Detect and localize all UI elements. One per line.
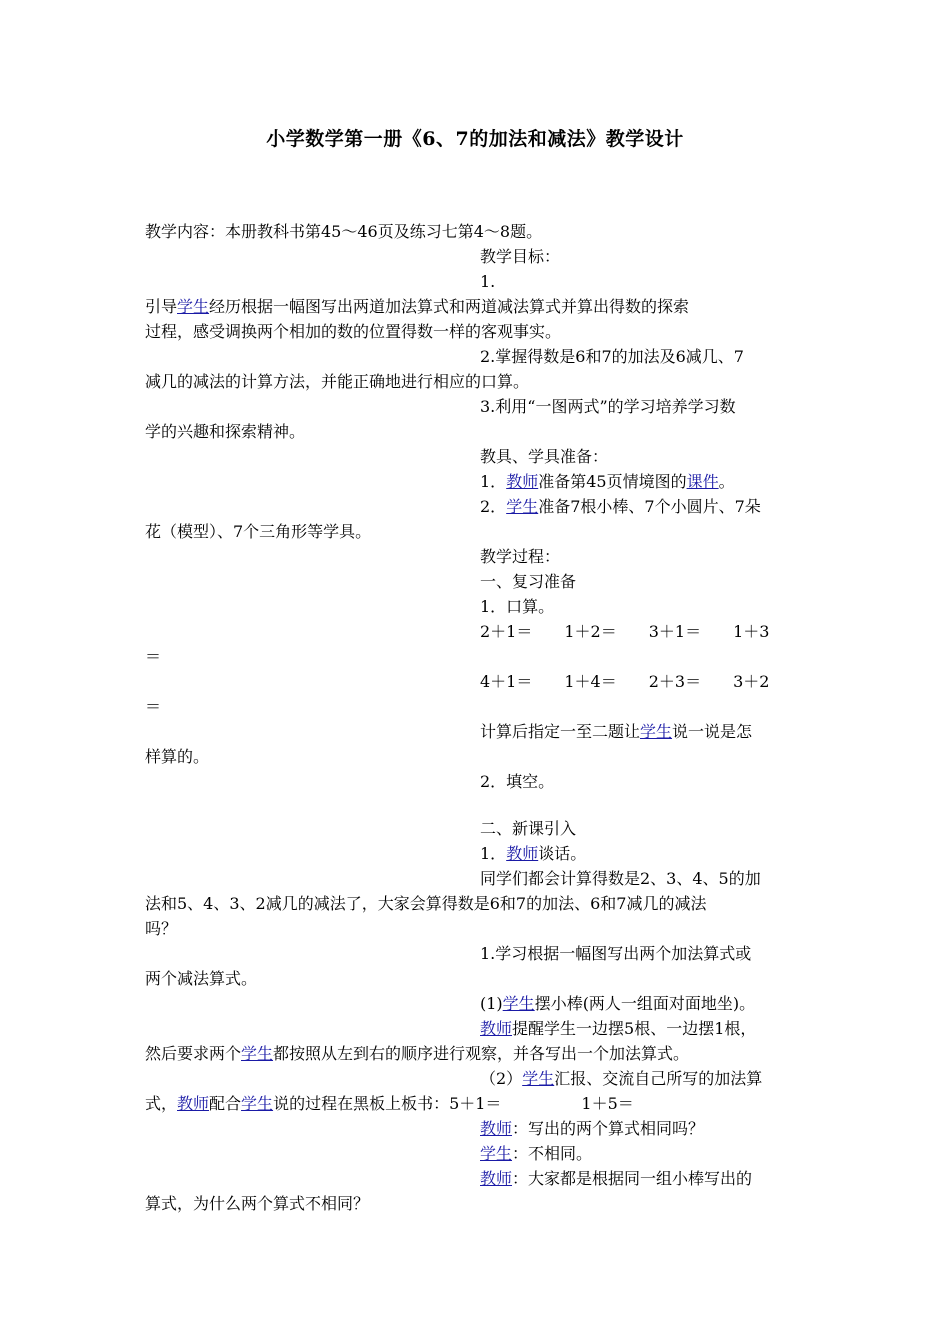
document-title: 小学数学第一册《6、7的加法和减法》教学设计 — [266, 128, 684, 150]
text-run: 配合 — [209, 1094, 242, 1113]
text-line — [480, 721, 752, 743]
text-line — [480, 496, 761, 518]
text-run: 计算后指定一至二题让 — [480, 722, 641, 741]
text-run: 两个减法算式。 — [145, 969, 258, 988]
text-line — [480, 346, 744, 368]
text-run: 同学们都会计算得数是2、3、4、5的加 — [480, 869, 761, 888]
text-run: 1．口算。 — [480, 597, 555, 616]
text-run: 汇报、交流自己所写的加法算 — [554, 1069, 763, 1088]
text-line — [480, 446, 608, 468]
text-run: 2.掌握得数是6和7的加法及6减几、7 — [480, 347, 744, 366]
text-run: 准备7根小棒、7个小圆片、7朵 — [538, 497, 761, 516]
text-line — [480, 818, 576, 840]
text-run: ＝ — [145, 697, 162, 716]
text-line — [480, 571, 576, 593]
text-run: ：大家都是根据同一组小棒写出的 — [512, 1169, 753, 1188]
keyword-link[interactable]: 学生 — [502, 994, 535, 1013]
text-line — [145, 696, 161, 718]
text-line — [480, 396, 736, 418]
text-line — [480, 671, 769, 693]
text-run: 准备第45页情境图的 — [538, 472, 687, 491]
text-run: 1. — [480, 272, 496, 291]
text-line — [145, 421, 305, 443]
keyword-link[interactable]: 教师 — [480, 1119, 513, 1138]
text-run: 式， — [145, 1094, 178, 1113]
text-run: 2＋1＝ 1＋2＝ 3＋1＝ 1＋3 — [480, 622, 770, 641]
keyword-link[interactable]: 学生 — [522, 1069, 555, 1088]
text-line — [480, 1118, 704, 1140]
text-line — [480, 1068, 762, 1090]
text-line — [480, 943, 751, 965]
keyword-link[interactable]: 课件 — [686, 472, 719, 491]
text-line — [145, 296, 689, 318]
text-run: ＝ — [145, 647, 162, 666]
keyword-link[interactable]: 学生 — [640, 722, 673, 741]
text-run: 经历根据一幅图写出两道加法算式和两道减法算式并算出得数的探索 — [209, 297, 690, 316]
keyword-link[interactable]: 学生 — [241, 1094, 274, 1113]
text-run: 说的过程在黑板上板书：5＋1＝ 1＋5＝ — [273, 1094, 634, 1113]
text-run: (1) — [480, 994, 503, 1013]
text-run: 1． — [480, 472, 507, 491]
text-run: 然后要求两个 — [145, 1044, 242, 1063]
text-run: 吗？ — [145, 919, 178, 938]
text-line — [145, 918, 177, 940]
text-line — [480, 621, 769, 643]
keyword-link[interactable]: 教师 — [177, 1094, 210, 1113]
text-run: 2． — [480, 497, 507, 516]
text-run: 算式，为什么两个算式不相同？ — [145, 1194, 370, 1213]
text-run: 样算的。 — [145, 747, 210, 766]
text-line — [145, 646, 161, 668]
text-line — [480, 471, 735, 493]
text-line — [145, 1193, 369, 1215]
text-run: 教学过程： — [480, 547, 561, 566]
text-line — [145, 746, 209, 768]
text-line — [145, 968, 257, 990]
keyword-link[interactable]: 学生 — [506, 497, 539, 516]
keyword-link[interactable]: 学生 — [177, 297, 210, 316]
text-line — [480, 246, 560, 268]
text-run: 1.学习根据一幅图写出两个加法算式或 — [480, 944, 752, 963]
text-run: 花（模型）、7个三角形等学具。 — [145, 522, 372, 541]
text-run: 减几的减法的计算方法，并能正确地进行相应的口算。 — [145, 372, 530, 391]
text-line — [480, 1168, 752, 1190]
keyword-link[interactable]: 教师 — [480, 1019, 513, 1038]
text-run: 引导 — [145, 297, 178, 316]
text-run: 过程，感受调换两个相加的数的位置得数一样的客观事实。 — [145, 322, 562, 341]
text-line — [480, 1143, 592, 1165]
text-line — [480, 993, 755, 1015]
text-line — [145, 521, 371, 543]
text-run: 都按照从左到右的顺序进行观察，并各写出一个加法算式。 — [273, 1044, 690, 1063]
text-line — [145, 371, 529, 393]
text-run: 提醒学生一边摆5根、一边摆1根， — [512, 1019, 757, 1038]
text-run: 1． — [480, 844, 507, 863]
text-line — [480, 843, 586, 865]
text-run: 教学目标： — [480, 247, 561, 266]
text-run: 学的兴趣和探索精神。 — [145, 422, 306, 441]
text-run: （2） — [480, 1069, 523, 1088]
text-line — [480, 546, 560, 568]
text-run: 。 — [718, 472, 735, 491]
keyword-link[interactable]: 教师 — [506, 472, 539, 491]
text-run: 一、复习准备 — [480, 572, 577, 591]
text-line — [145, 321, 561, 343]
text-run: 谈话。 — [538, 844, 587, 863]
text-line — [145, 1093, 634, 1115]
text-line — [145, 893, 706, 915]
text-run: 2．填空。 — [480, 772, 555, 791]
text-run: 教具、学具准备： — [480, 447, 609, 466]
keyword-link[interactable]: 教师 — [506, 844, 539, 863]
text-run: ：写出的两个算式相同吗？ — [512, 1119, 705, 1138]
text-run: 法和5、4、3、2减几的减法了，大家会算得数是6和7的加法、6和7减几的减法 — [145, 894, 707, 913]
text-line — [145, 1043, 689, 1065]
text-line — [145, 221, 542, 243]
text-run: 二、新课引入 — [480, 819, 577, 838]
text-run: 摆小棒(两人一组面对面地坐)。 — [534, 994, 756, 1013]
text-line — [480, 596, 554, 618]
keyword-link[interactable]: 学生 — [241, 1044, 274, 1063]
text-line — [480, 1018, 756, 1040]
text-run: ：不相同。 — [512, 1144, 593, 1163]
text-run: 教学内容：本册教科书第45～46页及练习七第4～8题。 — [145, 222, 543, 241]
text-run: 3.利用“一图两式”的学习培养学习数 — [480, 397, 736, 416]
text-line — [480, 271, 495, 293]
text-line — [480, 771, 554, 793]
keyword-link[interactable]: 学生 — [480, 1144, 513, 1163]
text-run: 4＋1＝ 1＋4＝ 2＋3＝ 3＋2 — [480, 672, 770, 691]
keyword-link[interactable]: 教师 — [480, 1169, 513, 1188]
text-run: 说一说是怎 — [672, 722, 753, 741]
text-line — [480, 868, 761, 890]
